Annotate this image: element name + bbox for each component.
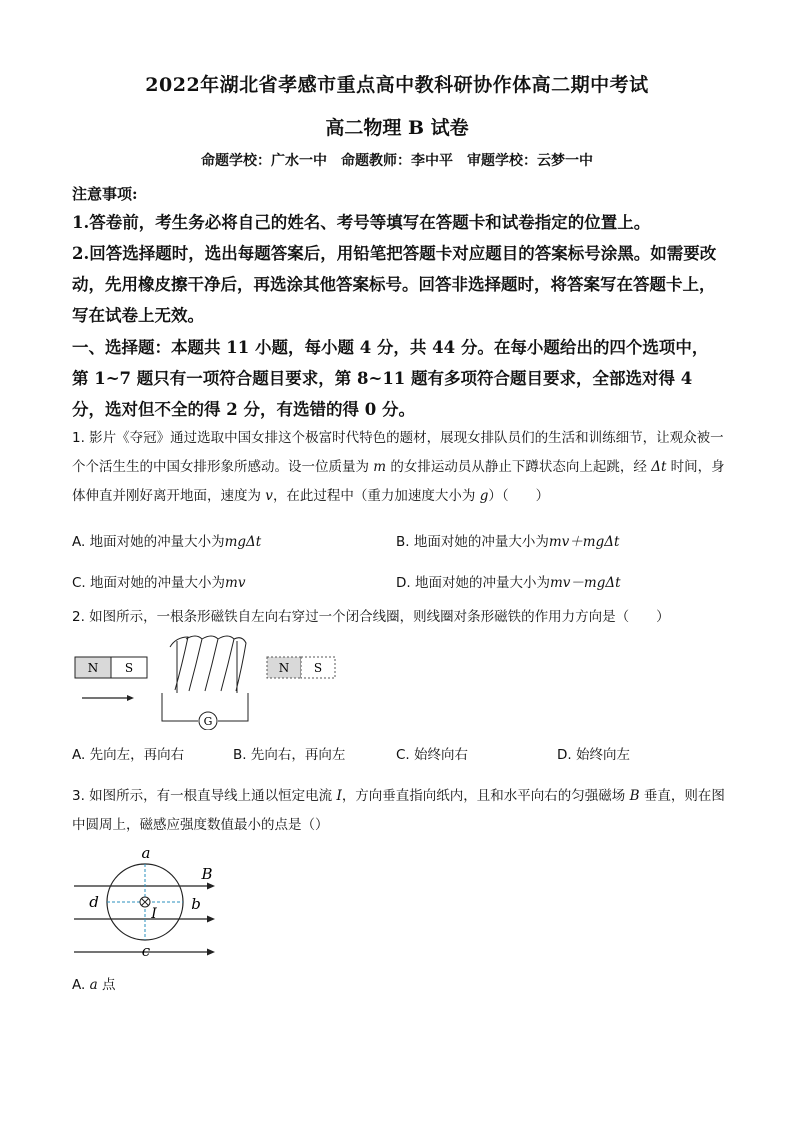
magnet-final-south-label: S: [313, 661, 323, 675]
point-c-label: c: [141, 942, 151, 960]
question-3-option-a: A. a 点: [72, 977, 116, 993]
question-1-option-d: D. 地面对她的冲量大小为mv－mgΔt: [396, 575, 621, 591]
point-a-label: a: [141, 844, 151, 862]
notice-item-1: 1.答卷前，考生务必将自己的姓名、考号等填写在答题卡和试卷指定的位置上。: [72, 213, 651, 232]
magnet-south-label: S: [124, 661, 134, 675]
galvanometer-label: G: [203, 715, 213, 728]
coil: [170, 636, 246, 693]
exam-subtitle: 高二物理 B 试卷: [325, 117, 469, 139]
field-circle-diagram: [72, 843, 222, 963]
field-arrow-middle: [207, 916, 215, 923]
question-2-option-d: D. 始终向左: [557, 747, 630, 763]
question-1-option-c: C. 地面对她的冲量大小为mv: [72, 575, 246, 591]
current-i-label: I: [151, 906, 157, 922]
question-2-option-b: B. 先向右，再向左: [233, 747, 346, 763]
exam-authors: 命题学校：广水一中 命题教师：李中平 审题学校：云梦一中: [201, 153, 593, 169]
question-1-stem: 1. 影片《夺冠》通过选取中国女排这个极富时代特色的题材，展现女排队员们的生活和训练细节，让观众被一个个活生生的中国女排形象所感动。设一位质量为 m 的女排运动员从静止下蹲状态向上起跳，经 Δt 时间，身体伸直并刚好离开地面，速度为 v，在此过程中（重力加速度大小为 g）（ ）: [72, 430, 725, 504]
magnet-coil-diagram: [72, 635, 342, 730]
magnet-north-label: N: [87, 661, 99, 675]
notice-heading: 注意事项:: [72, 185, 138, 203]
question-1-option-b: B. 地面对她的冲量大小为mv＋mgΔt: [396, 534, 620, 550]
question-2-option-c: C. 始终向右: [396, 747, 469, 763]
question-1-option-a: A. 地面对她的冲量大小为mgΔt: [72, 534, 262, 550]
question-2-option-a: A. 先向左，再向右: [72, 747, 185, 763]
field-arrow-top: [207, 883, 215, 890]
circuit-wire-left: [162, 693, 198, 721]
question-3-stem: 3. 如图所示，有一根直导线上通以恒定电流 I，方向垂直指向纸内，且和水平向右的匀强磁场 B 垂直，则在图中圆周上，磁感应强度数值最小的点是（）: [72, 788, 725, 833]
exam-title: 2022年湖北省孝感市重点高中教科研协作体高二期中考试: [145, 74, 649, 96]
field-arrow-bottom: [207, 949, 215, 956]
magnet-final-north-label: N: [278, 661, 290, 675]
point-b-label: b: [191, 895, 201, 913]
field-b-label: B: [201, 865, 213, 883]
point-d-label: d: [89, 893, 99, 911]
question-2-stem: 2. 如图所示，一根条形磁铁自左向右穿过一个闭合线圈，则线圈对条形磁铁的作用力方向是（ ）: [72, 609, 670, 625]
notice-item-2: 2.回答选择题时，选出每题答案后，用铅笔把答题卡对应题目的答案标号涂黑。如需要改动，先用橡皮擦干净后，再选涂其他答案标号。回答非选择题时，将答案写在答题卡上，写在试卷上无效。: [72, 244, 717, 325]
section1-intro: 一、选择题：本题共 11 小题，每小题 4 分，共 44 分。在每小题给出的四个选项中，第 1~7 题只有一项符合题目要求，第 8~11 题有多项符合题目要求，全部选对得 4 分，选对但不全的得 2 分，有选错的得 0 分。: [72, 338, 709, 419]
motion-arrowhead: [127, 695, 134, 701]
circuit-wire-right: [218, 693, 248, 721]
